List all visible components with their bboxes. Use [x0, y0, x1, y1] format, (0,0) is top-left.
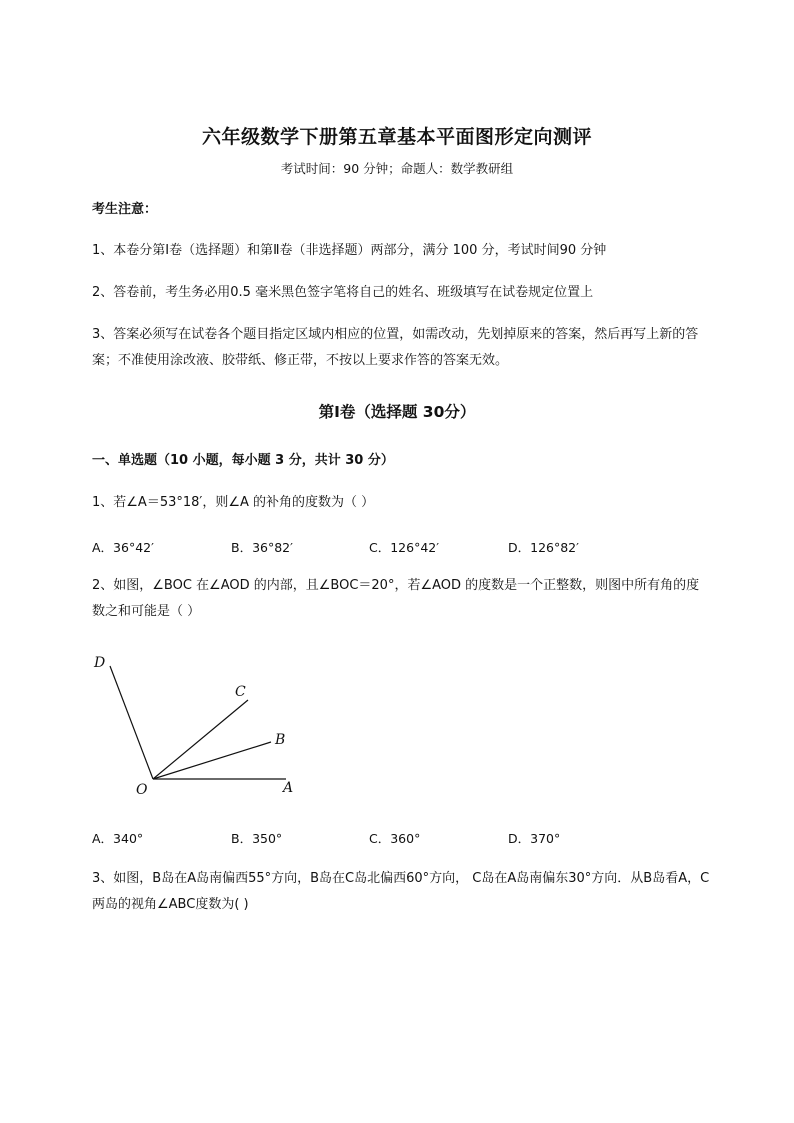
question-3-stem: 3、如图，B岛在A岛南偏西55°方向，B岛在C岛北偏西60°方向， C岛在A岛南偏东30°方向．从B岛看A，C两岛的视角∠ABC度数为( )	[92, 871, 710, 912]
ray-ob	[153, 742, 271, 779]
question-1-option-d[interactable]: D．126°82′	[508, 540, 579, 555]
ray-od	[110, 666, 153, 779]
label-o: O	[136, 782, 148, 798]
page-title: 六年级数学下册第五章基本平面图形定向测评	[201, 126, 592, 148]
label-d: D	[94, 655, 106, 671]
question-2-option-b[interactable]: B．350°	[231, 831, 283, 846]
label-a: A	[283, 780, 294, 796]
exam-info: 考试时间：90 分钟；命题人：数学教研组	[280, 161, 514, 176]
question-1-option-c[interactable]: C．126°42′	[369, 540, 440, 555]
label-b: B	[275, 732, 286, 748]
question-2-option-c[interactable]: C．360°	[369, 831, 421, 846]
notice-item-2: 2、答卷前，考生务必用0.5 毫米黑色签字笔将自己的姓名、班级填写在试卷规定位置上	[92, 285, 594, 300]
ray-oc	[153, 700, 248, 779]
question-2-option-d[interactable]: D．370°	[508, 831, 561, 846]
section-title: 第Ⅰ卷（选择题 30分）	[318, 403, 476, 421]
notice-item-1: 1、本卷分第Ⅰ卷（选择题）和第Ⅱ卷（非选择题）两部分，满分 100 分，考试时间90 分钟	[92, 243, 607, 258]
notice-heading: 考生注意：	[92, 202, 158, 217]
angle-figure	[88, 646, 318, 806]
question-1-option-b[interactable]: B．36°82′	[231, 540, 293, 555]
notice-item-3: 3、答案必须写在试卷各个题目指定区域内相应的位置，如需改动，先划掉原来的答案，然后再写上新的答案；不准使用涂改液、胶带纸、修正带，不按以上要求作答的答案无效。	[92, 327, 699, 368]
question-2-option-a[interactable]: A．340°	[92, 831, 144, 846]
part-title: 一、单选题（10 小题，每小题 3 分，共计 30 分）	[92, 453, 394, 468]
label-c: C	[235, 684, 246, 700]
question-1-stem: 1、若∠A＝53°18′，则∠A 的补角的度数为（ ）	[92, 495, 375, 510]
question-2-stem: 2、如图，∠BOC 在∠AOD 的内部，且∠BOC＝20°，若∠AOD 的度数是一个正整数，则图中所有角的度数之和可能是（ ）	[92, 578, 700, 619]
question-1-option-a[interactable]: A．36°42′	[92, 540, 154, 555]
